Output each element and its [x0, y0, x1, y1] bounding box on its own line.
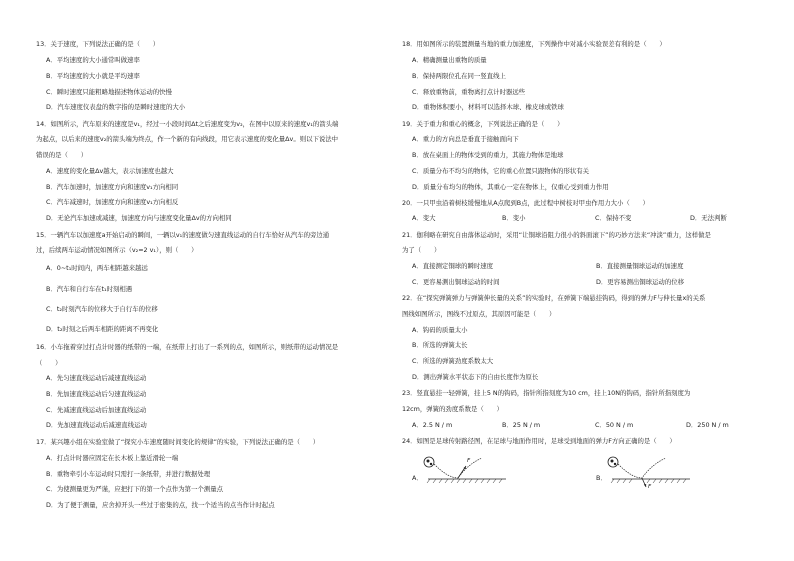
q23-option-c: C．50 N / m [595, 421, 634, 429]
q15-option-d: D．t₂时刻之后两车相距的距离不再变化 [46, 325, 159, 333]
q22-stem-1: 22．在“探究弹簧弹力与弹簧伸长量的关系”的实验时，在弹簧下端悬挂钩码，得到的弹力F与伸长量x的关系 [402, 294, 706, 302]
q21-option-b: B．直接测量铜球运动的加速度 [596, 262, 684, 270]
q13-option-b: B．平均速度的大小就是平均速率 [46, 72, 140, 80]
q24-stem: 24．如图是足球传射路径图，在足球与地面作用时，足球受到地面的弹力F方向正确的是（ ） [402, 437, 676, 445]
q19-option-d: D．质量分布均匀的物体，其重心一定在物体上，仅重心受到重力作用 [412, 183, 609, 191]
q19-stem: 19．关于重力和重心的概念，下列说法正确的是（ ） [402, 120, 564, 128]
q17-option-a: A．打点计时器应固定在长木板上靠近滑轮一端 [46, 454, 179, 462]
q21-option-d: D．更容易测出铜球运动的位移 [596, 278, 684, 286]
q18-option-a: A．精确测量出重物的质量 [412, 56, 487, 64]
q22-option-c: C．所选的弹簧劲度系数太大 [412, 357, 494, 365]
q21-option-c: C．更容易测出铜球运动的时间 [412, 278, 500, 286]
q17-option-c: C．为使测量更为严谨，应把打下的第一个点作为第一个测量点 [46, 485, 224, 493]
q22-option-d: D．测出弹簧水平状态下的自由长度作为原长 [412, 373, 539, 381]
q24-figure-a [420, 454, 510, 488]
q21-option-a: A．直接测定铜球的瞬时速度 [412, 262, 494, 270]
q20-option-d: D．无法判断 [690, 214, 727, 222]
q22-stem-2: 图线如图所示，图线不过原点，其原因可能是（ ） [402, 310, 556, 318]
q14-option-d: D．无论汽车加速或减速，加速度方向与速度变化量Δv的方向相同 [46, 214, 232, 222]
q17-option-d: D．为了便于测量，应舍掉开头一些过于密集的点，找一个适当的点当作计时起点 [46, 501, 275, 509]
q18-stem: 18．用如图所示的装置测量当地的重力加速度，下列操作中对减小实验误差有利的是（ ） [402, 40, 666, 48]
q14-stem-2: 为起点，以后来的速度v₂的箭头端为终点，作一个新的有向线段，用它表示速度的变化量Δv。则以下说法中 [36, 135, 339, 143]
q24-figure-b-force-label: F [648, 484, 652, 490]
q20-stem: 20．一只甲虫沿着树枝缓慢地从A点爬到B点，此过程中树枝对甲虫作用力大小（ ） [402, 199, 649, 207]
q16-option-d: D．先加速直线运动后减速直线运动 [46, 421, 147, 429]
q22-option-a: A．钩码的质量太小 [412, 326, 468, 334]
q18-option-c: C．释放重物前，重物离打点计时器远些 [412, 88, 526, 96]
q16-stem-1: 16．小车拖着穿过打点计时器的纸带的一端，在纸带上打出了一系列的点，如图所示，则纸带的运动情况是 [36, 343, 339, 351]
q17-stem: 17．某兴趣小组在实验室做了“探究小车速度随时间变化的规律”的实验，下列说法正确的是（ ） [36, 438, 320, 446]
q20-option-c: C．保持不变 [595, 214, 632, 222]
q21-stem-2: 为了（ ） [402, 246, 441, 254]
q24-option-b: B． [596, 474, 607, 482]
q14-stem-3: 错误的是（ ） [36, 151, 88, 159]
q16-option-a: A．先匀速直线运动后减速直线运动 [46, 374, 147, 382]
q20-option-b: B．变小 [502, 214, 526, 222]
q15-option-c: C．t₂时刻汽车的位移大于自行车的位移 [46, 305, 158, 313]
q24-option-a: A． [412, 474, 423, 482]
q19-option-c: C．质量分布不均匀的物体，它的重心位置只跟物体的形状有关 [412, 167, 590, 175]
q15-stem-1: 15．一辆汽车以加速度a开始启动的瞬间，一辆以v₁的速度做匀速直线运动的自行车恰好从汽车的旁边通 [36, 231, 330, 239]
q15-option-b: B．汽车和自行车在t₁时刻相遇 [46, 285, 133, 293]
q13-option-d: D．汽车速度仪表盘的数字指的是瞬时速度的大小 [46, 103, 186, 111]
q21-stem-1: 21．伽利略在研究自由落体运动时，采用“让铜球沿阻力很小的斜面滚下”的巧妙方法来“冲淡”重力，这样做是 [402, 231, 711, 239]
q15-option-a: A．0~t₁时间内，两车相距越来越远 [46, 264, 148, 272]
q14-option-b: B．汽车加速时，加速度方向和速度v₁方向相同 [46, 183, 179, 191]
q14-option-a: A．速度的变化量Δv越大，表示加速度也越大 [46, 167, 174, 175]
q15-stem-2: 过，后续两车运动情况如图所示（v₂=2 v₁），则（ ） [36, 246, 198, 254]
q13-stem: 13．关于速度，下列说法正确的是（ ） [36, 40, 160, 48]
q18-option-b: B．保持两限位孔在同一竖直线上 [412, 72, 506, 80]
q19-option-b: B．放在桌面上的物体受到的重力，其施力物体是地球 [412, 151, 564, 159]
q16-option-b: B．先加速直线运动后匀速直线运动 [46, 390, 147, 398]
q22-option-b: B．所选的弹簧太长 [412, 341, 468, 349]
q19-option-a: A．重力的方向总是垂直于接触面向下 [412, 135, 519, 143]
q23-stem-2: 12cm，弹簧的劲度系数是（ ） [402, 405, 503, 413]
q23-option-b: B．25 N / m [502, 421, 541, 429]
q23-stem-1: 23．竖直悬挂一轻弹簧，挂上5 N的钩码，指针所指刻度为10 cm，挂上10N的钩码，指针所指刻度为 [402, 389, 691, 397]
q20-option-a: A．变大 [412, 214, 436, 222]
q23-option-a: A．2.5 N / m [412, 421, 453, 429]
q24-figure-a-force-label: F [467, 458, 471, 464]
q23-option-d: D．250 N / m [686, 421, 729, 429]
q13-option-a: A．平均速度的大小通常叫做速率 [46, 56, 140, 64]
q14-option-c: C．汽车减速时，加速度方向和速度v₁方向相反 [46, 198, 179, 206]
q16-option-c: C．先减速直线运动后加速直线运动 [46, 406, 147, 414]
q14-stem-1: 14．如图所示，汽车原来的速度是v₁，经过一小段时间Δt之后速度变为v₂，在图中以原来的速度v₁的箭头端 [36, 120, 339, 128]
q16-stem-2: （ ） [36, 359, 62, 367]
q18-option-d: D．重物体积要小，材料可以选择木球、橡皮球或铁球 [412, 103, 564, 111]
q17-option-b: B．重物牵引小车运动时只需打一条纸带，并进行数据处理 [46, 470, 211, 478]
q13-option-c: C．瞬时速度只能粗略地描述物体运动的快慢 [46, 88, 172, 96]
